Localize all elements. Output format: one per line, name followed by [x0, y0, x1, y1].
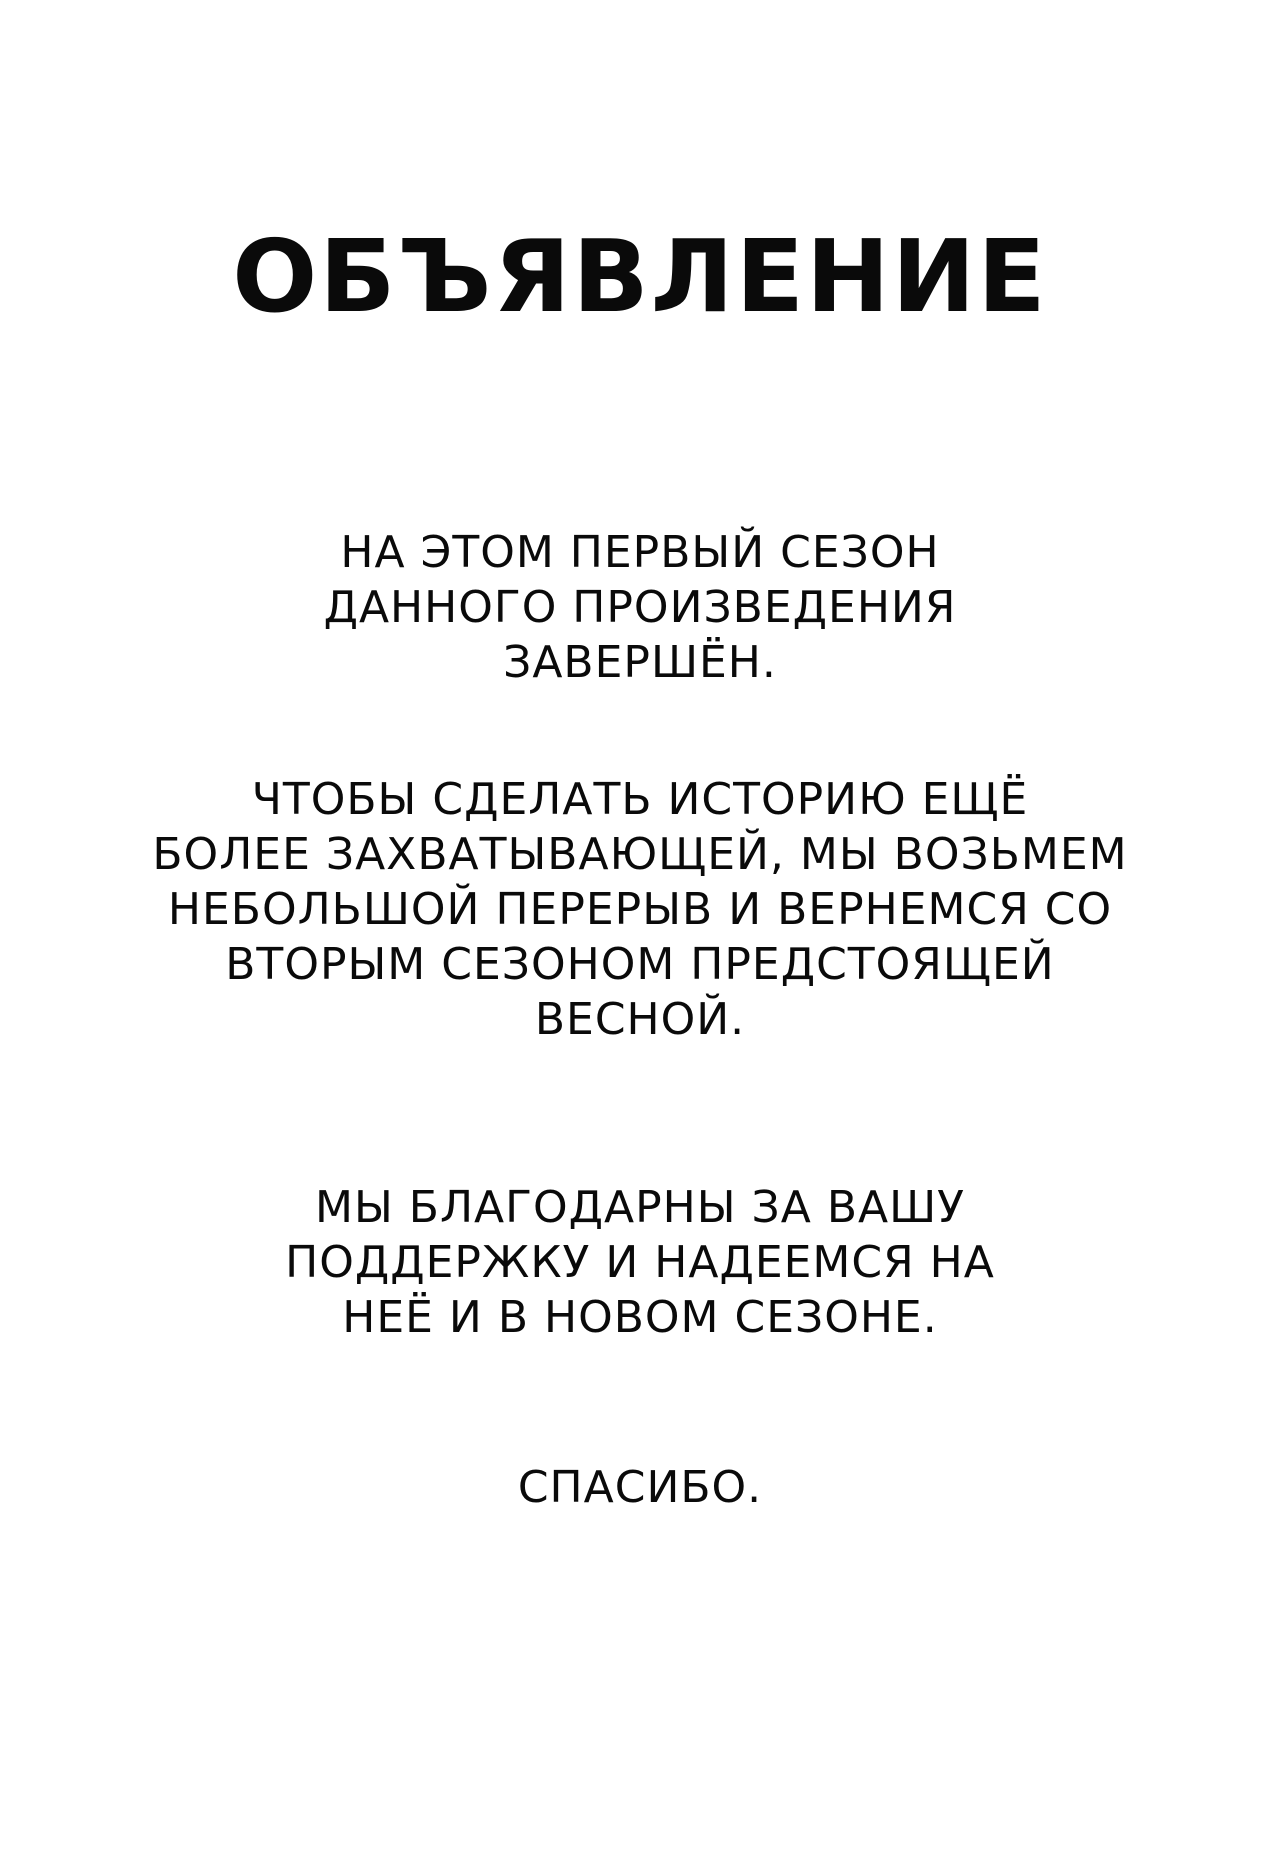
- paragraph-line: ВТОРЫМ СЕЗОНОМ ПРЕДСТОЯЩЕЙ: [225, 939, 1055, 990]
- paragraph-gratitude: [0, 1180, 1280, 1345]
- paragraph-line: БОЛЕЕ ЗАХВАТЫВАЮЩЕЙ, МЫ ВОЗЬМЕМ: [152, 829, 1128, 880]
- paragraph-line: ЗАВЕРШЁН.: [503, 637, 777, 688]
- paragraph-line: ДАННОГО ПРОИЗВЕДЕНИЯ: [323, 582, 957, 633]
- paragraph-line: ВЕСНОЙ.: [534, 994, 746, 1045]
- paragraph-line: ПОДДЕРЖКУ И НАДЕЕМСЯ НА: [285, 1237, 995, 1288]
- paragraph-line: ЧТОБЫ СДЕЛАТЬ ИСТОРИЮ ЕЩЁ: [251, 774, 1029, 825]
- paragraph-break-info: [0, 772, 1280, 1047]
- closing-thanks: СПАСИБО.: [517, 1462, 763, 1513]
- paragraph-line: НЕБОЛЬШОЙ ПЕРЕРЫВ И ВЕРНЕМСЯ СО: [167, 884, 1113, 935]
- paragraph-season-end: [0, 525, 1280, 690]
- announcement-title: ОБЪЯВЛЕНИЕ: [232, 218, 1048, 335]
- paragraph-line: МЫ БЛАГОДАРНЫ ЗА ВАШУ: [315, 1182, 965, 1233]
- paragraph-line: НА ЭТОМ ПЕРВЫЙ СЕЗОН: [340, 527, 940, 578]
- paragraph-line: НЕЁ И В НОВОМ СЕЗОНЕ.: [342, 1292, 938, 1343]
